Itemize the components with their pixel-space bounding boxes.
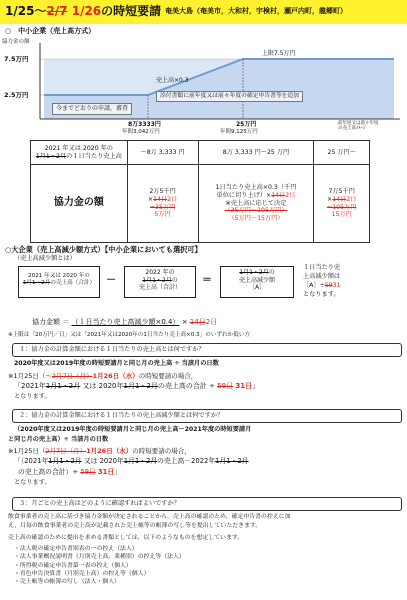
faq-answer-2-line5: となります。	[14, 479, 51, 486]
grant-table	[30, 140, 370, 243]
document-list	[14, 545, 185, 586]
faq-answer-3-p1: 飲食事業者の売上高に基づき協力金額が決定されることから，売上高の確認のため，確定申告書の控えに加	[8, 514, 291, 520]
faq-answer-1-line3: 「2021年1月1・2月 又は 2020年1月1・2月の売上高の合計 ÷ 59日 31日」	[14, 382, 260, 390]
faq-answer-2-line1: （2020年度又は2019年度の時短要請月と同じ月の売上高－2021年度の時短要請月	[14, 426, 252, 433]
minus-operator: －	[106, 275, 116, 286]
formula-box-prior-sales: 2021 年又は 2020 年の 1月1・2月の売上高（合計）	[18, 266, 100, 298]
grant-chart	[0, 37, 407, 137]
section1-title: ○ 中小企業（売上高方式）	[5, 27, 96, 35]
list-item: ・所得税の確定申告書第一表の控え（個人）	[14, 562, 132, 569]
faq-question-2: ２：協力金の計算金額における１日当たりの売上高減少額とは何ですか？	[12, 409, 402, 423]
list-item: ・法人事業概況説明書（月別売上高，業種別）の控え等（法人）	[14, 554, 185, 561]
list-item: ・法人税の確定申告書別表の一の控え（法人）	[14, 546, 138, 552]
faq-answer-2-line2: ※1月25日（2月7日（月）1月26日（水）の時短要請の場合，	[8, 447, 191, 455]
faq-answer-2-line3: 「（2021年1月1・2月 又は 2020年1月1・2月の売上高－2022年1月1・2月	[14, 457, 249, 465]
faq-answer-2-line4: の売上高の合計）÷ 59日 31日」	[18, 468, 121, 476]
title-new-date: 1/26	[71, 4, 102, 18]
table-row-label: 協力金の額	[31, 165, 128, 243]
x-axis-note: 前年度又は前々年度 の売上高ｲﾒｰｼﾞ	[338, 121, 379, 132]
x-tick-2-value: 25万円	[236, 121, 257, 128]
target-areas: 奄美大島（奄美市，大和村，宇検村，瀬戸内町，龍郷町）	[165, 7, 347, 15]
header-banner	[0, 0, 407, 24]
faq-question-1: １：協力金の計算金額における１日当たりの売上高とは何ですか？	[12, 343, 402, 357]
faq-question-3: ３：月ごとの売上高はどのように確認すればよいですか？	[12, 497, 402, 511]
y-tick-low: 2.5万円	[4, 91, 29, 99]
list-item: ・青色申告決算書（月別売上高）の控え等（個人）	[14, 570, 150, 577]
list-item: ・売上帳等の帳簿の写し（法人・個人）	[14, 579, 121, 586]
x-tick-2-sub: 年間9,125万円	[220, 129, 258, 135]
x-tick-1-value: 8万3333円	[128, 121, 161, 128]
table-col3-head: 25 万円～	[314, 141, 370, 165]
formula-box-decrease: 1月1・2月の 売上高減少額 ［A］	[220, 266, 294, 298]
table-col2-head: 8万 3,333 円～25 万円	[198, 141, 314, 165]
y-axis-label: 協力金の額	[2, 39, 30, 45]
title-old-date: 2/7	[46, 4, 68, 18]
faq-answer-2-line1b: と同じ月の売上高）÷ 当該月の日数	[8, 436, 109, 443]
grant-formula: 協力金額 ＝ （１日当たり売上高減少額×0.4） × 14日2日	[32, 318, 218, 326]
faq-answer-1-line2: ※1月25日（～2月7日（月）1月26日（水）の時短要請の場合，	[8, 372, 198, 380]
faq-answer-1-line4: となります。	[14, 393, 51, 400]
formula-box-current-sales: 2022 年の 1月1・2月の 売上高（合計）	[124, 266, 196, 298]
cap-note: ※上限は「20万円／日」又は「2021年又は2020年の1日当たり売上高×0.3」のいずれか低い方	[8, 332, 251, 338]
daily-decrease-explain: １日当たり売 上高減少額は ［A］÷5931 となります。	[303, 264, 341, 298]
table-head-left: 2021 年又は 2020 年の 1月1・2月の１日当たり売上高	[31, 141, 128, 165]
faq-answer-1-line1: 2020年度又は2019年度の時短要請月と同じ月の売上高 ÷ 当該月の日数	[14, 360, 219, 367]
table-cell-col3: 7万5千円 ×14日2日 =105万円 15万円	[314, 165, 370, 243]
flat-label: 今までどおりの申請，審査	[52, 103, 132, 115]
faq-answer-3-p2: え，月毎の飲食事業者の売上高が記載された売上帳等の帳簿の写し等を提出していただきます。	[8, 523, 262, 529]
page-title: 1/25～2/7 1/26の時短要請	[5, 4, 162, 18]
table-col1-head: ～8万 3,333 円	[127, 141, 198, 165]
cap-label: 上限7.5万円	[262, 50, 296, 57]
doc-note: 添付書類に前年度又は前々年度の確定申告書等を追加	[156, 91, 303, 102]
section2-title: ○大企業（売上高減少額方式）【中小企業においても選択可】	[5, 245, 202, 254]
faq-answer-3-p3: 売上高の確認のために提出を求める書類としては，以下のようなものを想定しています。	[8, 535, 244, 541]
section2-sub: （売上高減少額とは）	[14, 255, 76, 262]
rate-label: 売上高×0.3	[156, 77, 189, 84]
equals-operator: ＝	[202, 275, 212, 286]
table-cell-col2: 1日当たり売上高×0.3（千円 単位に切り上げ）×14日2日 ※売上高に応じて決定 （35万円～105万円） （5万円～15万円）	[198, 165, 314, 243]
x-tick-1-sub: 年間3,042万円	[122, 129, 160, 135]
table-cell-col1: 2万5千円 ×14日2日 =35万円 5万円	[127, 165, 198, 243]
y-tick-high: 7.5万円	[4, 55, 29, 63]
